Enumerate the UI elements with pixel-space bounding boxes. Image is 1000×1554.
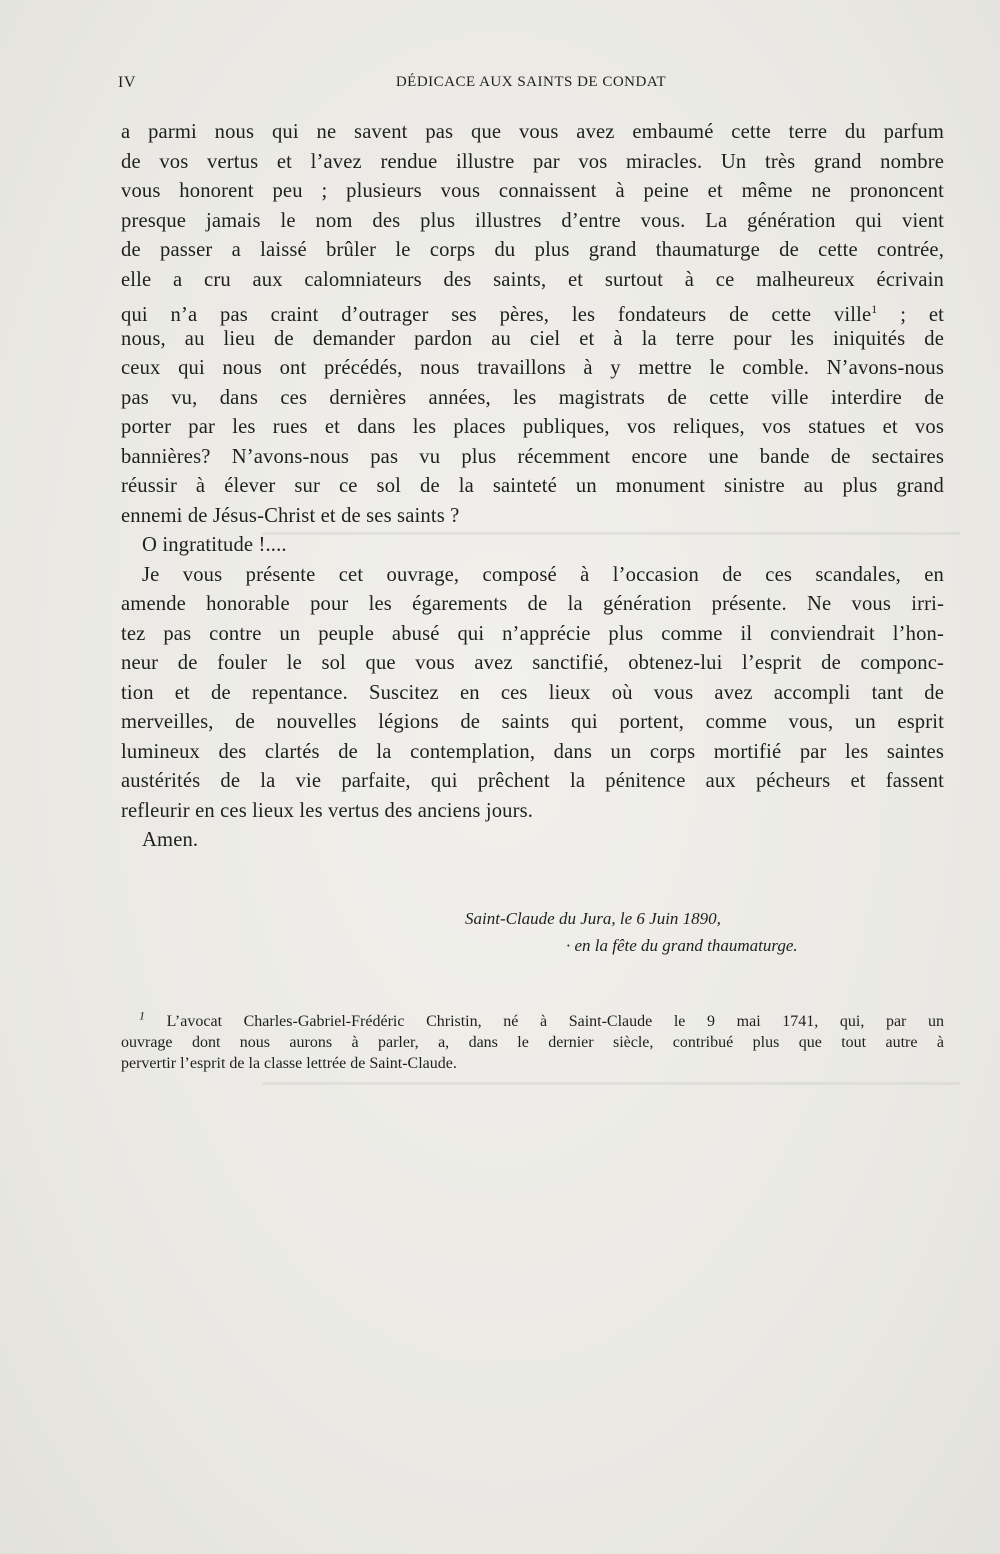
- text-line: réussir à élever sur ce sol de la sainteté un monument sinistre au plus grand: [121, 475, 944, 497]
- text-line: elle a cru aux calomniateurs des saints, et surtout à ce malheureux écrivain: [121, 268, 944, 291]
- text-line: amende honorable pour les égarements de la génération présente. Ne vous irri-: [121, 593, 944, 615]
- footnote-line: [121, 1008, 944, 1032]
- text-line: neur de fouler le sol que vous avez sanctifié, obtenez-lui l’esprit de componc-: [121, 652, 944, 674]
- text-line: tez pas contre un peuple abusé qui n’apprécie plus comme il conviendrait l’hon-: [121, 622, 944, 645]
- footnote-text: L’avocat Charles-Gabriel-Frédéric Christin, né à Saint-Claude le 9 mai 1741, qui, par un: [166, 1013, 944, 1030]
- signature-occasion: · en la fête du grand thaumaturge.: [566, 936, 798, 955]
- text-line: bannières? N’avons-nous pas vu plus récemment encore une bande de sectaires: [121, 445, 944, 468]
- text-line: austérités de la vie parfaite, qui prêchent la pénitence aux pécheurs et fassent: [121, 770, 944, 792]
- text-line: tion et de repentance. Suscitez en ces lieux où vous avez accompli tant de: [121, 681, 944, 704]
- text-segment: ; et: [900, 303, 944, 326]
- footnote-line: pervertir l’esprit de la classe lettrée de Saint-Claude.: [121, 1055, 457, 1072]
- text-line: ceux qui nous ont précédés, nous travaillons à y mettre le comble. N’avons-nous: [121, 357, 944, 379]
- text-line: a parmi nous qui ne savent pas que vous avez embaumé cette terre du parfum: [121, 121, 944, 143]
- text-line: refleurir en ces lieux les vertus des anciens jours.: [121, 799, 534, 822]
- footnote-line: ouvrage dont nous aurons à parler, a, dans le dernier siècle, contribué plus que tout autre à: [121, 1034, 944, 1051]
- footnote: [121, 1008, 944, 1074]
- text-line: de vos vertus et l’avez rendue illustre par vos miracles. Un très grand nombre: [121, 150, 944, 173]
- text-line: merveilles, de nouvelles légions de saints qui portent, comme vous, un esprit: [121, 711, 944, 733]
- text-line: pas vu, dans ces dernières années, les magistrats de cette ville interdire de: [121, 386, 944, 409]
- running-title: DÉDICACE AUX SAINTS DE CONDAT: [395, 74, 667, 90]
- text-line: O ingratitude !....: [142, 534, 287, 556]
- page-number: IV: [118, 74, 136, 91]
- show-through-text: [140, 1070, 960, 1099]
- text-line: vous honorent peu ; plusieurs vous connaissent à peine et même ne prononcent: [121, 180, 944, 202]
- text-line: lumineux des clartés de la contemplation, dans un corps mortifié par les saintes: [121, 740, 944, 763]
- text-line: Je vous présente cet ouvrage, composé à l’occasion de ces scandales, en: [142, 563, 944, 586]
- text-line-with-note-ref: [121, 295, 944, 325]
- footnote-mark: 1: [139, 1008, 145, 1023]
- text-line: porter par les rues et dans les places publiques, vos reliques, vos statues et vos: [121, 416, 944, 438]
- text-line: presque jamais le nom des plus illustres d’entre vous. La génération qui vient: [121, 209, 944, 232]
- signature-place-date: Saint-Claude du Jura, le 6 Juin 1890,: [465, 909, 721, 928]
- text-segment: qui n’a pas craint d’outrager ses pères, les fondateurs de cette ville: [121, 303, 872, 326]
- footnote-reference: 1: [871, 302, 878, 316]
- dedication-body: [121, 118, 944, 856]
- text-line: ennemi de Jésus-Christ et de ses saints ?: [121, 504, 460, 527]
- closing-amen: Amen.: [142, 829, 199, 851]
- running-head: [118, 74, 944, 98]
- text-line: de passer a laissé brûler le corps du plus grand thaumaturge de cette contrée,: [121, 239, 944, 261]
- text-line: nous, au lieu de demander pardon au ciel et à la terre pour les iniquités de: [121, 327, 944, 350]
